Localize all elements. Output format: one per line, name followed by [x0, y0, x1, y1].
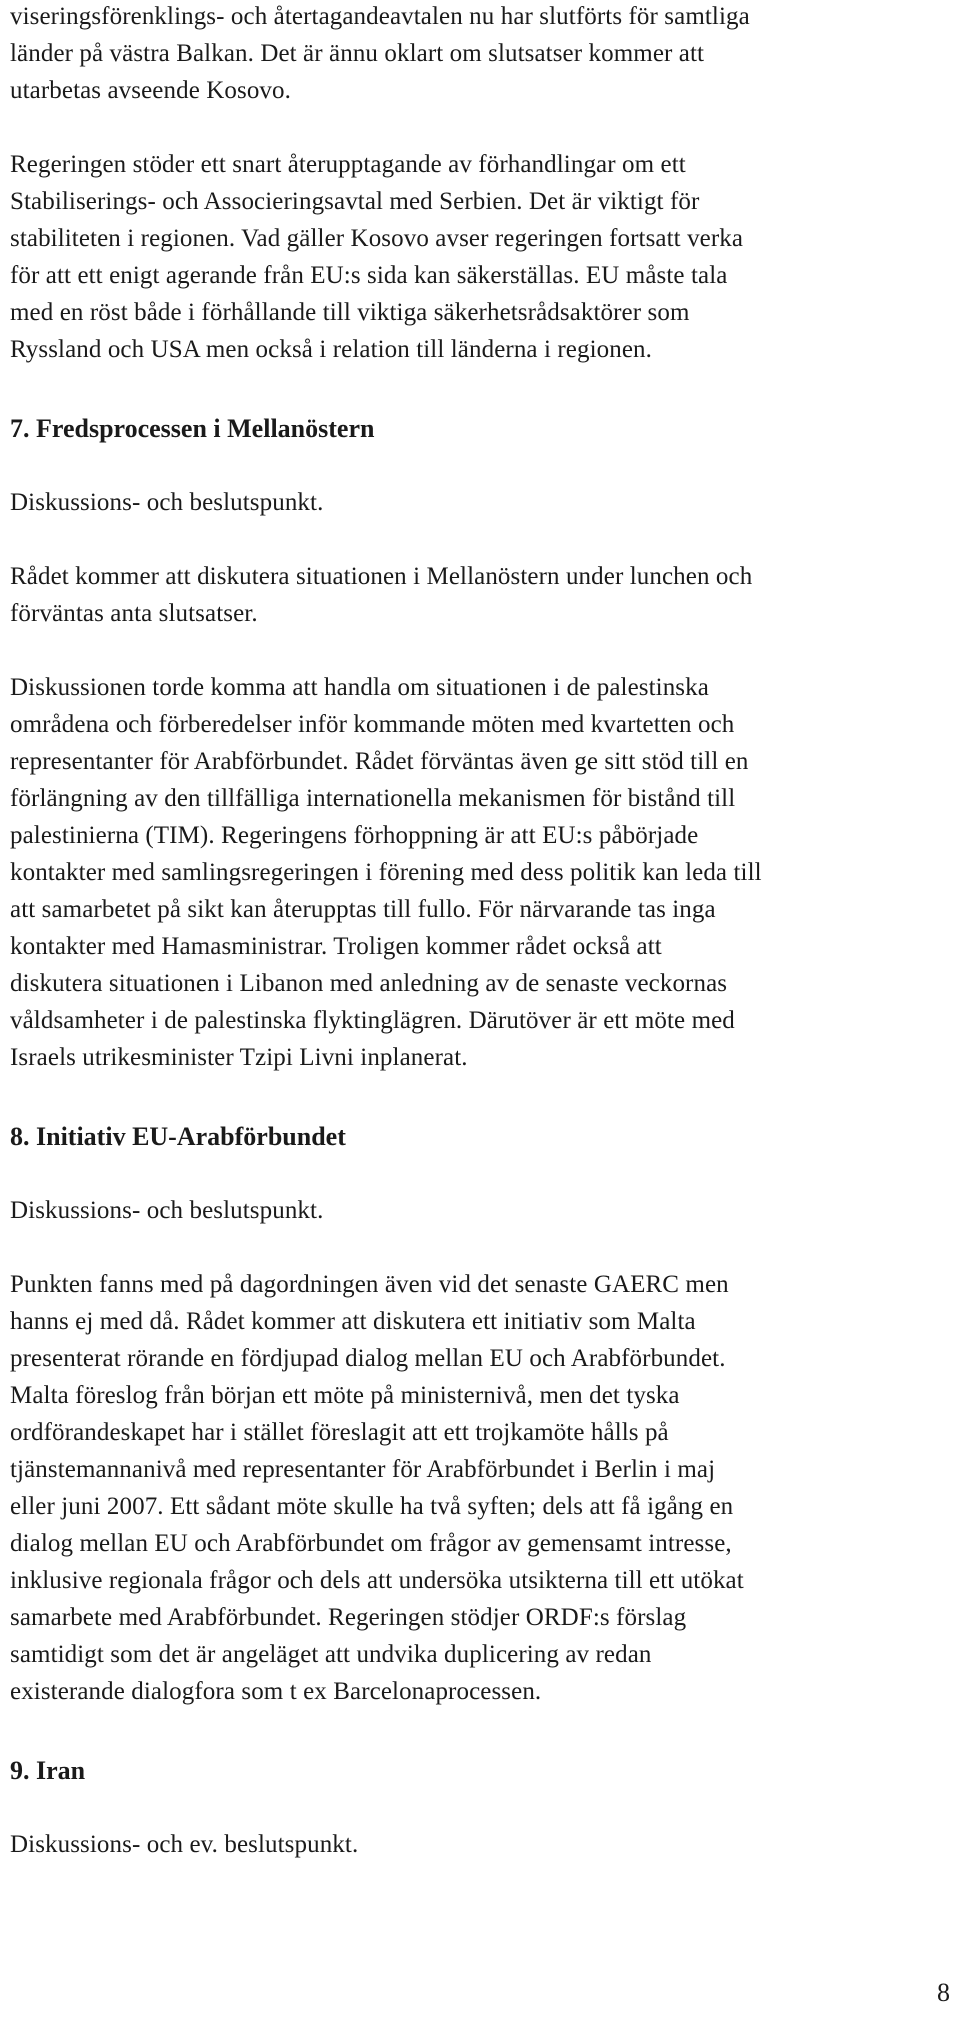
text-line: Regeringen stöder ett snart återupptagande av förhandlingar om ett: [10, 151, 686, 178]
text-line: Punkten fanns med på dagordningen även vid det senaste GAERC men: [10, 1271, 729, 1298]
text-line: Ryssland och USA men också i relation till länderna i regionen.: [10, 336, 652, 363]
section-heading: 9. Iran: [10, 1756, 86, 1785]
text-line: representanter för Arabförbundet. Rådet förväntas även ge sitt stöd till en: [10, 748, 749, 775]
text-line: samtidigt som det är angeläget att undvika duplicering av redan: [10, 1641, 652, 1668]
text-line: länder på västra Balkan. Det är ännu oklart om slutsatser kommer att: [10, 40, 705, 67]
text-line: eller juni 2007. Ett sådant möte skulle ha två syften; dels att få igång en: [10, 1493, 734, 1520]
text-line: palestinierna (TIM). Regeringens förhoppning är att EU:s påbörjade: [10, 822, 699, 849]
agenda-item-type: Diskussions- och ev. beslutspunkt.: [10, 1831, 359, 1858]
text-line: hanns ej med då. Rådet kommer att diskutera ett initiativ som Malta: [10, 1308, 696, 1335]
text-line: förväntas anta slutsatser.: [10, 600, 258, 627]
text-line: stabiliteten i regionen. Vad gäller Kosovo avser regeringen fortsatt verka: [10, 225, 744, 252]
agenda-item-type: Diskussions- och beslutspunkt.: [10, 489, 324, 516]
text-line: viseringsförenklings- och återtagandeavtalen nu har slutförts för samtliga: [10, 3, 750, 30]
text-line: existerande dialogfora som t ex Barcelonaprocessen.: [10, 1678, 542, 1705]
text-line: Rådet kommer att diskutera situationen i Mellanöstern under lunchen och: [10, 563, 753, 590]
text-line: kontakter med samlingsregeringen i förening med dess politik kan leda till: [10, 859, 762, 886]
text-line: ordförandeskapet har i stället föreslagit att ett trojkamöte hålls på: [10, 1419, 669, 1446]
agenda-item-type: Diskussions- och beslutspunkt.: [10, 1197, 324, 1224]
text-line: Stabiliserings- och Associeringsavtal med Serbien. Det är viktigt för: [10, 188, 700, 215]
text-line: kontakter med Hamasministrar. Troligen kommer rådet också att: [10, 933, 662, 960]
text-line: Diskussionen torde komma att handla om situationen i de palestinska: [10, 674, 709, 701]
text-line: för att ett enigt agerande från EU:s sida kan säkerställas. EU måste tala: [10, 262, 728, 289]
text-line: presenterat rörande en fördjupad dialog mellan EU och Arabförbundet.: [10, 1345, 726, 1372]
text-line: förlängning av den tillfälliga internationella mekanismen för bistånd till: [10, 785, 736, 812]
text-line: inklusive regionala frågor och dels att undersöka utsikterna till ett utökat: [10, 1567, 744, 1594]
text-line: att samarbetet på sikt kan återupptas till fullo. För närvarande tas inga: [10, 896, 716, 923]
document-page: [10, 0, 960, 2032]
text-line: samarbete med Arabförbundet. Regeringen stödjer ORDF:s förslag: [10, 1604, 687, 1631]
text-line: med en röst både i förhållande till viktiga säkerhetsrådsaktörer som: [10, 299, 690, 326]
text-line: Malta föreslog från början ett möte på ministernivå, men det tyska: [10, 1382, 680, 1409]
text-line: diskutera situationen i Libanon med anledning av de senaste veckornas: [10, 970, 728, 997]
section-heading: 7. Fredsprocessen i Mellanöstern: [10, 414, 375, 443]
text-line: utarbetas avseende Kosovo.: [10, 77, 291, 104]
text-line: våldsamheter i de palestinska flyktinglägren. Därutöver är ett möte med: [10, 1007, 735, 1034]
text-line: områdena och förberedelser inför kommande möten med kvartetten och: [10, 711, 735, 738]
text-line: dialog mellan EU och Arabförbundet om frågor av gemensamt intresse,: [10, 1530, 732, 1557]
page-number: 8: [937, 1978, 950, 2007]
text-line: Israels utrikesminister Tzipi Livni inplanerat.: [10, 1044, 468, 1071]
section-heading: 8. Initiativ EU-Arabförbundet: [10, 1122, 346, 1151]
text-line: tjänstemannanivå med representanter för Arabförbundet i Berlin i maj: [10, 1456, 716, 1483]
